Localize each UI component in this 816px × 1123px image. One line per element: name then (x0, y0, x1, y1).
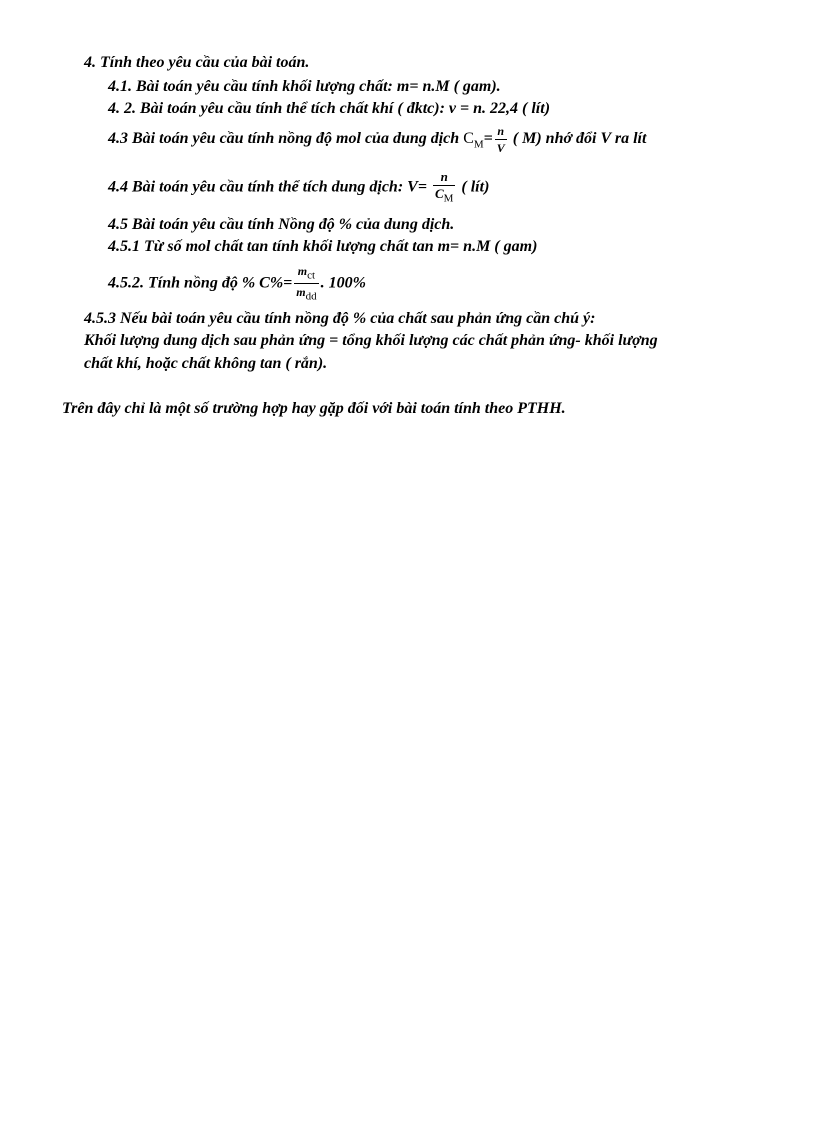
item-4-5-3-body-line-1: Khối lượng dung dịch sau phản ứng = tổng khối lượng các chất phản ứng- khối lượng (84, 332, 658, 349)
item-4-4-suffix: ( lít) (457, 178, 490, 196)
denominator-subscript: M (443, 192, 454, 205)
molar-concentration-symbol: C (463, 130, 474, 148)
equals-sign: = (483, 130, 493, 148)
molar-concentration-subscript: M (473, 138, 484, 151)
fraction-denominator (433, 186, 455, 206)
item-4-1: 4.1. Bài toán yêu cầu tính khối lượng chất: m= n.M ( gam). (108, 78, 501, 95)
fraction-numerator: n (495, 124, 507, 140)
denominator-subscript: dd (305, 290, 317, 303)
item-4-3-suffix: ( M) nhớ đổi V ra lít (508, 130, 647, 148)
numerator-subscript: ct (307, 269, 316, 282)
fraction-denominator (294, 284, 318, 303)
item-4-5-2-text: 4.5.2. Tính nồng độ % C%= (108, 274, 293, 292)
numerator-symbol: m (297, 264, 308, 278)
denominator-symbol: m (296, 285, 306, 300)
item-4-5-2 (108, 264, 366, 304)
item-4-4-text: 4.4 Bài toán yêu cầu tính thể tích dung dịch: V= (108, 178, 431, 196)
fraction-numerator: n (433, 170, 455, 186)
denominator-symbol: C (434, 186, 444, 201)
item-4-5-2-suffix: . 100% (320, 274, 366, 292)
conclusion-text: Trên đây chỉ là một số trường hợp hay gặp đối với bài toán tính theo PTHH. (62, 400, 566, 417)
fraction-denominator: V (496, 141, 505, 155)
item-4-5-1: 4.5.1 Từ số mol chất tan tính khối lượng chất tan m= n.M ( gam) (108, 238, 538, 255)
item-4-3-text: 4.3 Bài toán yêu cầu tính nồng độ mol của dung dịch (108, 130, 464, 148)
item-4-4 (108, 170, 489, 206)
item-4-2: 4. 2. Bài toán yêu cầu tính thể tích chất khí ( đktc): v = n. 22,4 ( lít) (108, 100, 551, 117)
item-4-5: 4.5 Bài toán yêu cầu tính Nồng độ % của dung dịch. (108, 216, 455, 233)
item-4-3 (108, 124, 646, 155)
item-4-5-3: 4.5.3 Nếu bài toán yêu cầu tính nồng độ % của chất sau phản ứng cần chú ý: (84, 310, 596, 327)
fraction-n-over-cm (433, 170, 455, 206)
fraction-mct-over-mdd (294, 264, 318, 304)
section-4-heading: 4. Tính theo yêu cầu của bài toán. (84, 54, 310, 71)
item-4-5-3-body-line-2: chất khí, hoặc chất không tan ( rắn). (84, 355, 328, 372)
fraction-numerator (294, 264, 318, 284)
fraction-n-over-v (495, 124, 507, 155)
